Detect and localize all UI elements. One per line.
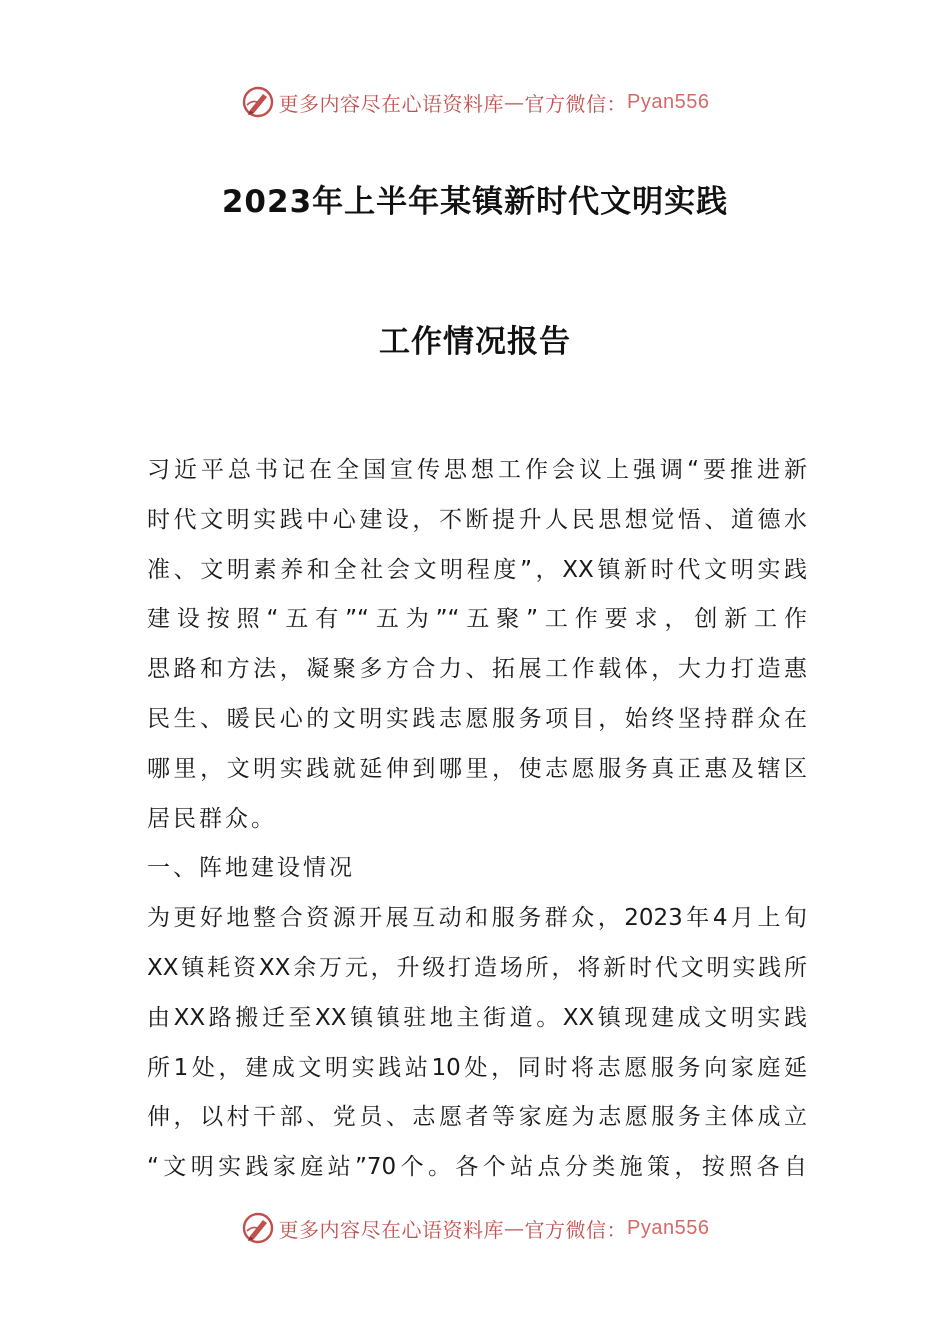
body-line: 居民群众。	[147, 805, 277, 832]
body-line: 伸，以村干部、党员、志愿者等家庭为志愿服务主体成立	[147, 1104, 807, 1131]
watermark-official-label: 官方微信：	[524, 1217, 628, 1242]
body-line: 时代文明实践中心建设，不断提升人民思想觉悟、道德水	[147, 506, 807, 533]
body-line: 所1处，建成文明实践站10处，同时将志愿服务向家庭延	[147, 1054, 807, 1081]
watermark-brand: 更多内容尽在心语资料库	[278, 1217, 505, 1242]
body-line: 民生、暖民心的文明实践志愿服务项目，始终坚持群众在	[147, 705, 807, 732]
body-line: XX镇耗资XX余万元，升级打造场所，将新时代文明实践所	[147, 954, 807, 981]
body-line: 习近平总书记在全国宣传思想工作会议上强调“要推进新	[147, 457, 807, 483]
watermark-separator: —	[504, 1216, 525, 1240]
section-heading: 一、阵地建设情况	[147, 855, 355, 882]
body-line: “文明实践家庭站”70个。各个站点分类施策，按照各自	[147, 1154, 807, 1181]
document-body	[147, 446, 807, 1193]
document-title-line-1: 2023年上半年某镇新时代文明实践	[221, 184, 729, 220]
watermark-separator: —	[504, 90, 525, 114]
watermark-official-label: 官方微信：	[524, 91, 628, 116]
pen-logo-icon	[241, 1211, 275, 1245]
document-title-line-2: 工作情况报告	[379, 324, 571, 360]
body-line: 准、文明素养和全社会文明程度”，XX镇新时代文明实践	[147, 556, 807, 583]
body-line: 思路和方法，凝聚多方合力、拓展工作载体，大力打造惠	[147, 656, 807, 683]
watermark-account: Pyan556	[627, 1216, 710, 1239]
watermark-footer	[0, 1208, 950, 1248]
body-line: 由XX路搬迁至XX镇镇驻地主街道。XX镇现建成文明实践	[147, 1004, 807, 1031]
body-line: 建设按照“五有”“五为”“五聚”工作要求，创新工作	[147, 606, 807, 633]
body-line: 哪里，文明实践就延伸到哪里，使志愿服务真正惠及辖区	[147, 755, 807, 782]
body-line: 为更好地整合资源开展互动和服务群众，2023年4月上旬	[147, 905, 807, 932]
watermark-account: Pyan556	[627, 90, 710, 113]
watermark-brand: 更多内容尽在心语资料库	[278, 91, 505, 116]
pen-logo-icon	[241, 85, 275, 119]
watermark-header	[0, 82, 950, 122]
